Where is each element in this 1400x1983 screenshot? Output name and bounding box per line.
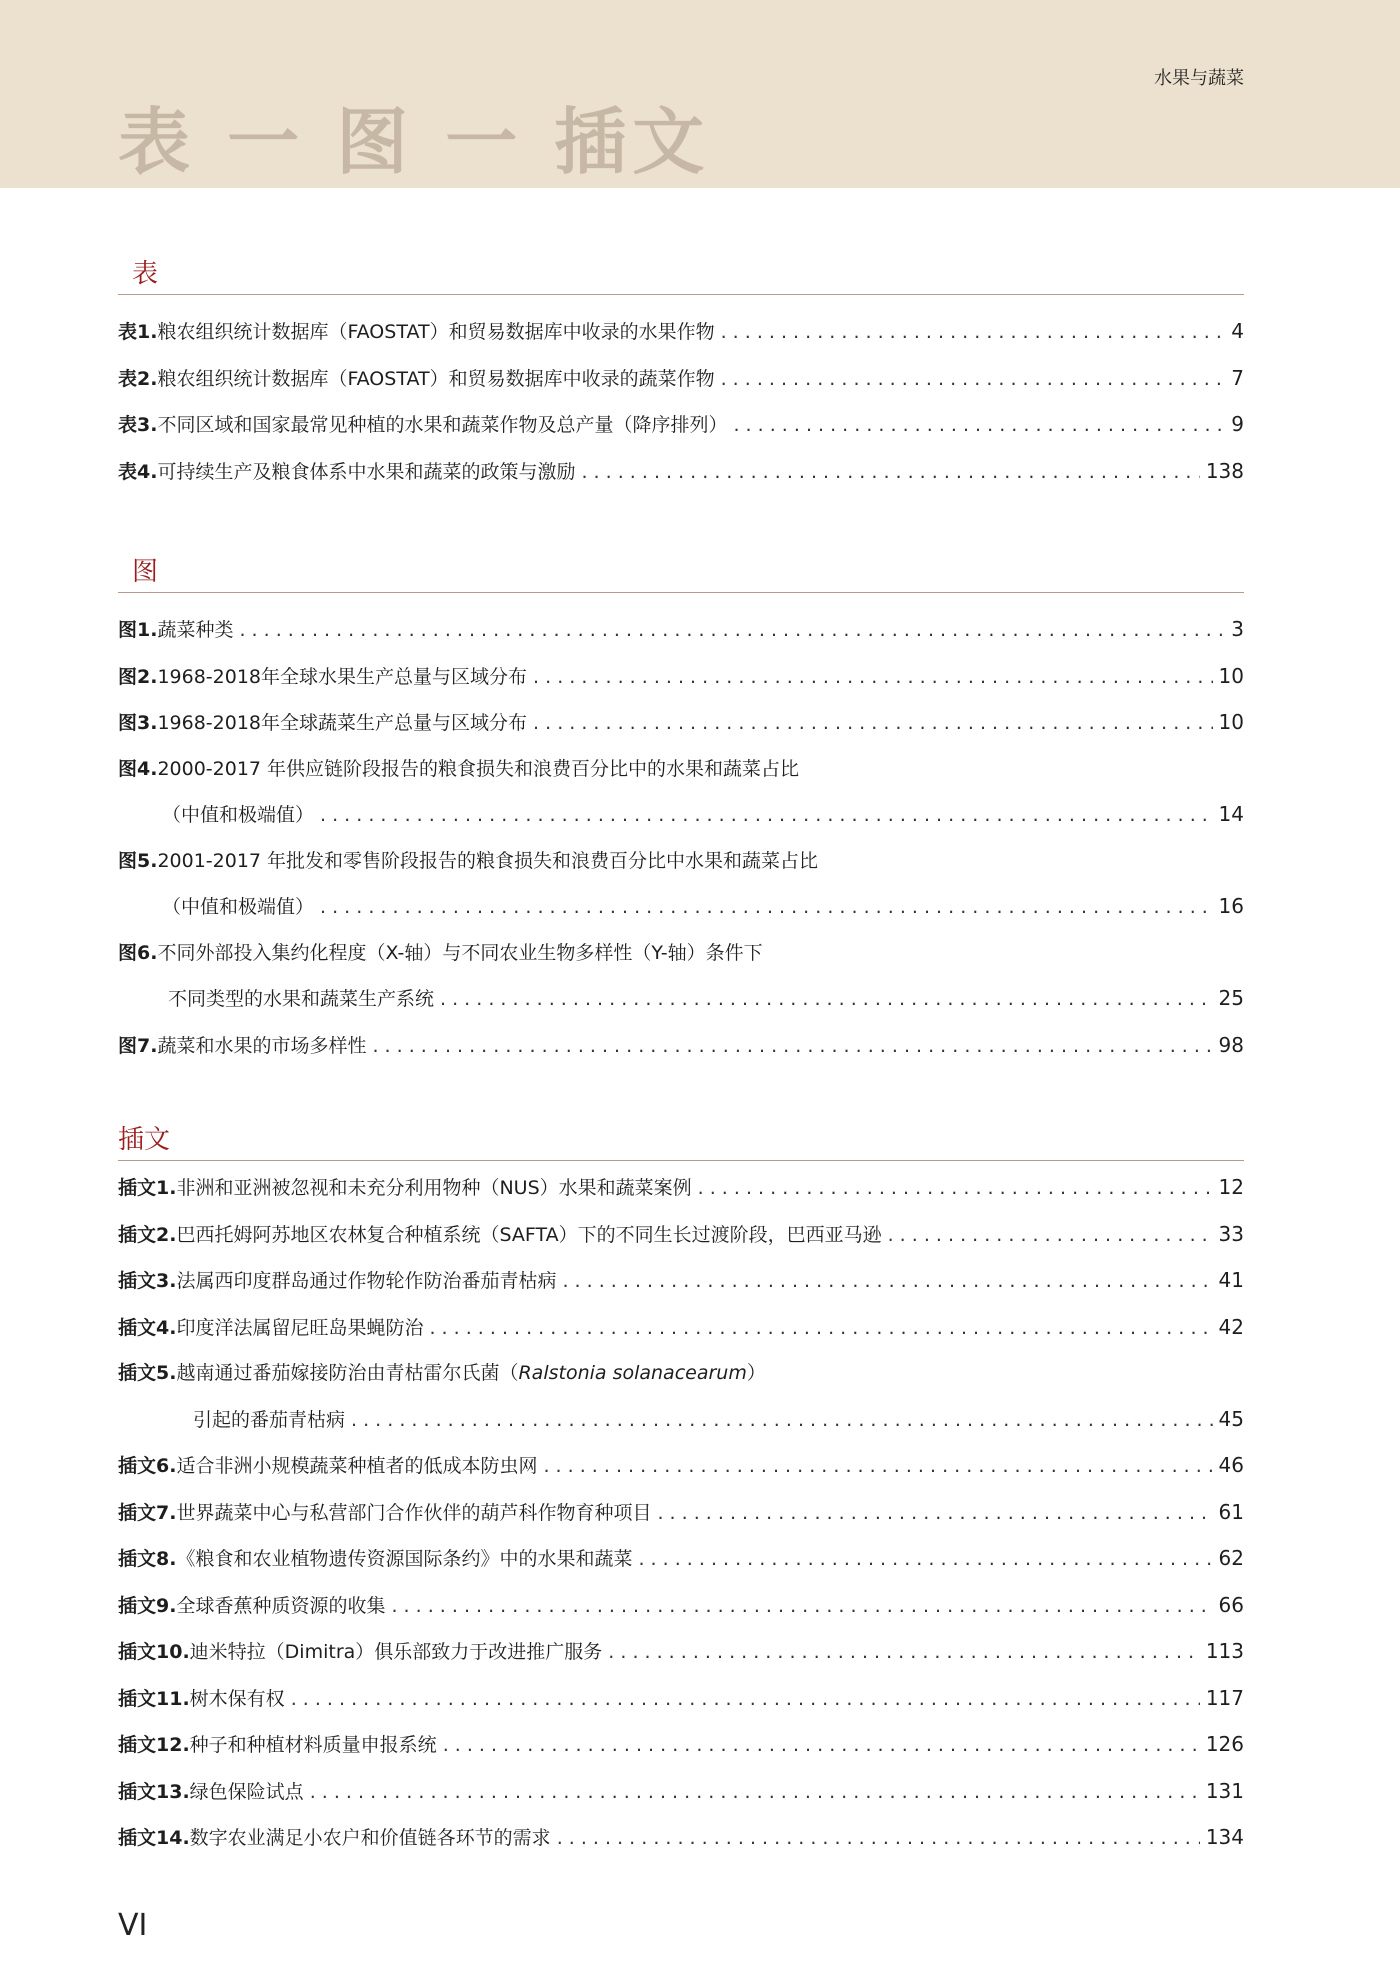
entry-page: 33: [1218, 1221, 1244, 1246]
dot-leader: [310, 1770, 1200, 1816]
dot-leader: [657, 1491, 1212, 1537]
entry-number: 插文11.: [118, 1687, 190, 1710]
entry-page: 41: [1218, 1268, 1244, 1292]
entry-title: 蔬菜和水果的市场多样性: [157, 1034, 367, 1057]
entry-page: 62: [1218, 1546, 1244, 1570]
entry-title-continued: （中值和极端值）: [162, 804, 315, 826]
entry-title: 巴西托姆阿苏地区农林复合种植系统（SAFTA）下的不同生长过渡阶段，巴西亚马逊: [176, 1223, 882, 1246]
toc-entry[interactable]: [118, 607, 1244, 654]
entry-number: 插文7.: [118, 1501, 177, 1524]
entry-page: 66: [1218, 1592, 1244, 1617]
entry-number: 表1.: [118, 321, 158, 343]
entry-page: 46: [1218, 1453, 1244, 1477]
toc-entry[interactable]: [118, 1212, 1244, 1259]
toc-entry[interactable]: [118, 1629, 1244, 1676]
entry-number: 插文8.: [118, 1548, 177, 1570]
entry-title: 1968-2018年全球蔬菜生产总量与区域分布: [157, 712, 528, 734]
dot-leader: [320, 793, 1213, 839]
entry-title: 2000-2017 年供应链阶段报告的粮食损失和浪费百分比中的水果和蔬菜占比: [157, 757, 800, 780]
dot-leader: [533, 655, 1213, 701]
section-heading-boxes: 插文: [118, 1120, 1244, 1161]
toc-entry[interactable]: [118, 356, 1244, 403]
dot-leader: [581, 450, 1199, 496]
entry-title: [176, 1351, 765, 1397]
entry-title: 粮农组织统计数据库（FAOSTAT）和贸易数据库中收录的蔬菜作物: [157, 367, 715, 390]
entry-number: 插文3.: [118, 1270, 177, 1292]
dot-leader: [429, 1306, 1212, 1352]
entry-page: 3: [1231, 617, 1244, 641]
dot-leader: [888, 1213, 1213, 1259]
section-heading-figures: 图: [118, 552, 1244, 593]
entry-number: 图5.: [118, 849, 158, 872]
entry-page: 16: [1218, 894, 1244, 918]
toc-entry[interactable]: [118, 931, 1244, 1023]
toc-entry[interactable]: [118, 1490, 1244, 1537]
entry-title: 可持续生产及粮食体系中水果和蔬菜的政策与激励: [157, 460, 576, 483]
entry-number: 插文10.: [118, 1641, 190, 1663]
entry-number: 插文14.: [118, 1827, 190, 1849]
dot-leader: [391, 1584, 1212, 1630]
entry-title: 种子和种植材料质量申报系统: [189, 1734, 437, 1756]
toc-entry[interactable]: [118, 1305, 1244, 1352]
entry-page: 42: [1218, 1314, 1244, 1339]
entry-title: 绿色保险试点: [189, 1780, 304, 1803]
dot-leader: [533, 701, 1213, 747]
entry-number: 表4.: [118, 460, 158, 483]
page-number: VI: [118, 1908, 148, 1943]
entry-number: 插文13.: [118, 1780, 190, 1803]
page-title: 表 一 图 一 插文: [118, 100, 711, 184]
entry-title: 数字农业满足小农户和价值链各环节的需求: [189, 1827, 551, 1849]
entry-title: 树木保有权: [189, 1687, 285, 1710]
entry-page: 61: [1218, 1499, 1244, 1524]
entry-number: 图1.: [118, 619, 158, 641]
toc-entry[interactable]: [118, 839, 1244, 931]
dot-leader: [320, 885, 1213, 931]
entry-title: 迪米特拉（Dimitra）俱乐部致力于改进推广服务: [189, 1641, 603, 1663]
entry-page: 9: [1231, 412, 1244, 436]
toc-entry[interactable]: [118, 309, 1244, 356]
toc-entry[interactable]: [118, 1536, 1244, 1583]
entry-number: 插文12.: [118, 1734, 190, 1756]
entry-title: 世界蔬菜中心与私营部门合作伙伴的葫芦科作物育种项目: [176, 1501, 652, 1524]
entry-page: 113: [1205, 1639, 1244, 1663]
entry-page: 131: [1205, 1778, 1244, 1803]
entry-page: 7: [1231, 365, 1244, 390]
dot-leader: [721, 310, 1226, 356]
entry-page: 4: [1231, 319, 1244, 343]
dot-leader: [543, 1444, 1212, 1490]
entry-title: 粮农组织统计数据库（FAOSTAT）和贸易数据库中收录的水果作物: [157, 321, 715, 343]
dot-leader: [291, 1677, 1200, 1723]
entry-title-continued: 不同类型的水果和蔬菜生产系统: [168, 988, 435, 1010]
entry-number: 表2.: [118, 367, 158, 390]
entry-title: 《粮食和农业植物遗传资源国际条约》中的水果和蔬菜: [176, 1548, 633, 1570]
entry-number: 图7.: [118, 1034, 158, 1057]
entry-number: 插文9.: [118, 1594, 177, 1617]
tables-section: [118, 254, 1244, 495]
toc-entry[interactable]: [118, 1583, 1244, 1630]
entry-title: 非洲和亚洲被忽视和未充分利用物种（NUS）水果和蔬菜案例: [176, 1177, 692, 1199]
entry-number: 图4.: [118, 757, 158, 780]
toc-entry[interactable]: [118, 449, 1244, 496]
entry-page: 14: [1218, 802, 1244, 826]
entry-number: 插文1.: [118, 1177, 177, 1199]
entry-title-part: 越南通过番茄嫁接防治由青枯雷尔氏菌（: [176, 1362, 519, 1384]
entry-title-continued: （中值和极端值）: [162, 896, 315, 918]
entry-title: 法属西印度群岛通过作物轮作防治番茄青枯病: [176, 1270, 557, 1292]
entry-title: 全球香蕉种质资源的收集: [176, 1594, 386, 1617]
dot-leader: [557, 1816, 1200, 1862]
entry-page: 45: [1218, 1406, 1244, 1431]
entry-page: 10: [1218, 663, 1244, 688]
dot-leader: [721, 357, 1226, 403]
entry-title: 不同外部投入集约化程度（X-轴）与不同农业生物多样性（Y-轴）条件下: [157, 941, 763, 964]
dot-leader: [440, 977, 1213, 1023]
entry-number: 图6.: [118, 941, 158, 964]
figures-list: [118, 607, 1244, 1069]
scientific-name: Ralstonia solanacearum: [518, 1362, 747, 1384]
toc-entry[interactable]: [118, 402, 1244, 449]
entry-number: 图3.: [118, 712, 158, 734]
entry-page: 138: [1205, 458, 1244, 483]
dot-leader: [733, 403, 1225, 449]
toc-entry[interactable]: [118, 1258, 1244, 1305]
entry-title: 2001-2017 年批发和零售阶段报告的粮食损失和浪费百分比中水果和蔬菜占比: [157, 849, 819, 872]
entry-page: 117: [1205, 1685, 1244, 1710]
toc-entry[interactable]: [118, 1769, 1244, 1816]
toc-entry[interactable]: [118, 747, 1244, 839]
toc-entry[interactable]: [118, 1443, 1244, 1490]
toc-entry[interactable]: [118, 1815, 1244, 1862]
entry-number: 插文4.: [118, 1316, 177, 1339]
dot-leader: [638, 1537, 1212, 1583]
dot-leader: [443, 1723, 1200, 1769]
entry-title: 蔬菜种类: [157, 619, 234, 641]
entry-number: 表3.: [118, 414, 158, 436]
running-head: 水果与蔬菜: [1154, 68, 1244, 89]
dot-leader: [608, 1630, 1200, 1676]
entry-page: 134: [1205, 1825, 1244, 1849]
tables-list: [118, 309, 1244, 495]
entry-number: 图2.: [118, 665, 158, 688]
entry-title: 1968-2018年全球水果生产总量与区域分布: [157, 665, 528, 688]
header-banner: [0, 0, 1400, 188]
dot-leader: [351, 1398, 1213, 1444]
entry-title: 不同区域和国家最常见种植的水果和蔬菜作物及总产量（降序排列）: [157, 414, 728, 436]
toc-entry[interactable]: [118, 654, 1244, 701]
entry-title-part: ）: [746, 1362, 766, 1384]
boxes-section: [118, 1120, 1244, 1862]
toc-entry[interactable]: [118, 1676, 1244, 1723]
entry-page: 12: [1218, 1175, 1244, 1199]
entry-page: 126: [1205, 1732, 1244, 1756]
entry-number: 插文5.: [118, 1362, 177, 1384]
boxes-list: [118, 1165, 1244, 1862]
dot-leader: [239, 608, 1225, 654]
toc-entry[interactable]: [118, 1722, 1244, 1769]
figures-section: [118, 552, 1244, 1069]
section-heading-tables: 表: [118, 254, 1244, 295]
entry-title: 印度洋法属留尼旺岛果蝇防治: [176, 1316, 424, 1339]
toc-entry[interactable]: [118, 1023, 1244, 1070]
entry-title-continued: 引起的番茄青枯病: [193, 1408, 346, 1431]
toc-entry[interactable]: [118, 1165, 1244, 1212]
toc-entry[interactable]: [118, 700, 1244, 747]
dot-leader: [372, 1024, 1212, 1070]
entry-number: 插文2.: [118, 1223, 177, 1246]
entry-page: 25: [1218, 986, 1244, 1010]
dot-leader: [562, 1259, 1212, 1305]
entry-title: 适合非洲小规模蔬菜种植者的低成本防虫网: [176, 1455, 538, 1477]
dot-leader: [698, 1166, 1213, 1212]
toc-entry[interactable]: [118, 1351, 1244, 1443]
entry-number: 插文6.: [118, 1455, 177, 1477]
entry-page: 98: [1218, 1032, 1244, 1057]
entry-page: 10: [1218, 710, 1244, 734]
